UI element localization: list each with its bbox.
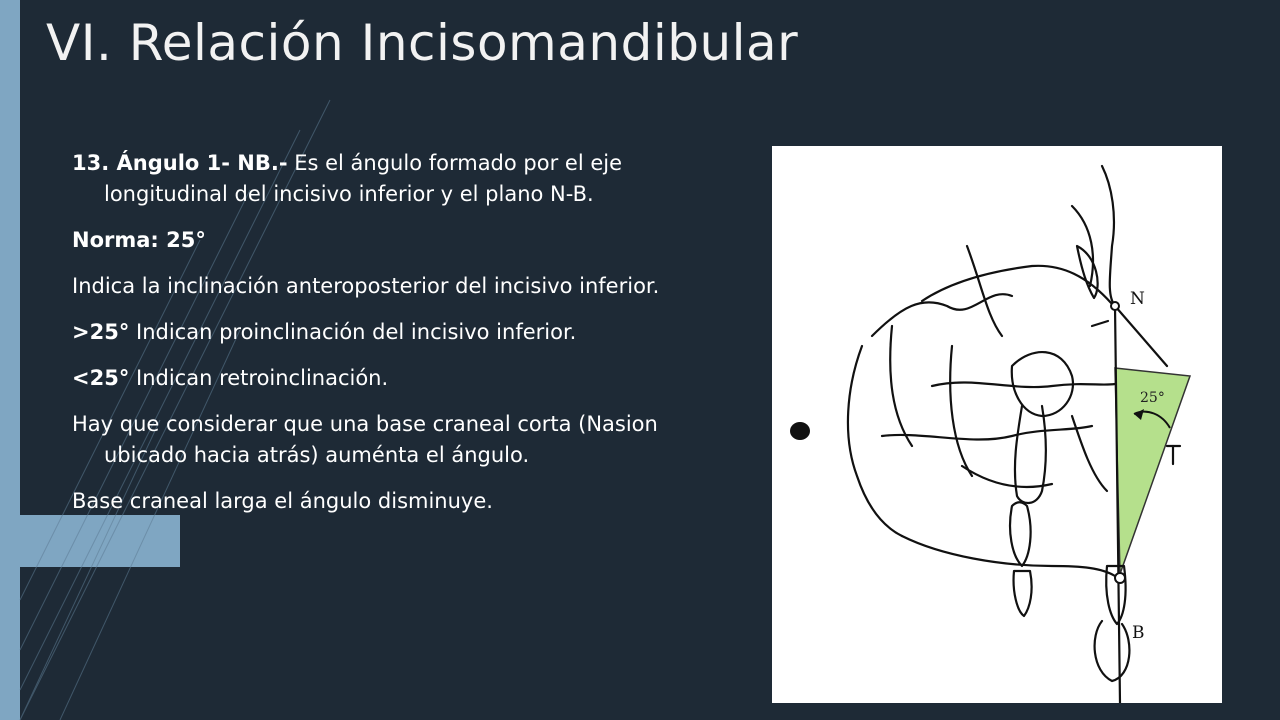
lower-molar: [1014, 571, 1032, 616]
definition-heading: 13. Ángulo 1- NB.-: [72, 151, 288, 175]
slide-body: [72, 148, 737, 532]
indication-text: Indica la inclinación anteroposterior del incisivo inferior.: [72, 274, 660, 298]
nasion-mark: [1092, 321, 1108, 326]
upper-molar: [1010, 502, 1031, 566]
slide-title: VI. Relación Incisomandibular: [46, 14, 799, 72]
sphenoid-line: [967, 246, 1002, 336]
label-b: B: [1132, 623, 1145, 643]
definition-paragraph: [72, 148, 737, 210]
pterygoid-line: [950, 346, 972, 476]
less-paragraph: [72, 363, 737, 394]
label-angle: 25°: [1140, 390, 1165, 406]
cephalometric-drawing: [772, 146, 1222, 703]
long-base-text: Base craneal larga el ángulo disminuye.: [72, 489, 493, 513]
label-n: N: [1130, 289, 1145, 309]
less-value: <25°: [72, 366, 130, 390]
orbit-outline: [1077, 246, 1098, 298]
norm-paragraph: [72, 225, 737, 256]
greater-value: >25°: [72, 320, 130, 344]
mandible-ramus: [848, 346, 902, 536]
short-base-text: Hay que considerar que una base craneal corta (Nasion ubicado hacia atrás) auménta el ángulo.: [72, 412, 658, 467]
long-base-paragraph: [72, 486, 737, 517]
maxillary-contour: [1015, 406, 1046, 503]
left-accent-stripe: [0, 0, 20, 720]
nasion-point: [1111, 302, 1119, 310]
less-text: Indican retroinclinación.: [129, 366, 389, 390]
greater-text: Indican proinclinación del incisivo inferior.: [129, 320, 577, 344]
definition-text: Es el ángulo formado por el eje longitudinal del incisivo inferior y el plano N-B.: [104, 151, 623, 206]
occlusal-plane: [882, 426, 1092, 440]
short-base-paragraph: [72, 409, 737, 471]
mandibular-canal: [962, 466, 1052, 487]
symphysis: [1095, 621, 1130, 681]
norm-text: Norma: 25°: [72, 228, 206, 252]
indication-paragraph: [72, 271, 737, 302]
b-point: [1115, 573, 1125, 583]
greater-paragraph: [72, 317, 737, 348]
frontal-contour: [1102, 166, 1115, 306]
ear-marker: [790, 422, 810, 440]
profile-line: [1115, 306, 1167, 366]
mandible-border: [902, 536, 1115, 576]
cephalometric-figure: [772, 146, 1222, 703]
palatal-plane: [932, 382, 1115, 387]
condyle-line: [890, 326, 912, 446]
